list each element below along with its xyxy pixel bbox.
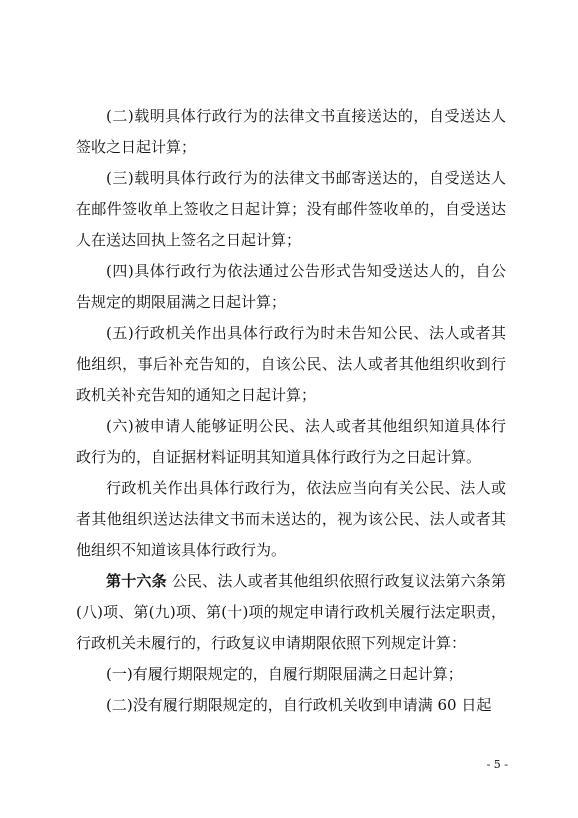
article-16-paragraph [76,566,506,659]
document-body [76,101,506,721]
article-16-item-1: (一)有履行期限规定的，自履行期限届满之日起计算； [106,665,463,683]
page-number: - 5 - [486,758,508,771]
paragraph-unserved-documents: 行政机关作出具体行政行为，依法应当向有关公民、法人或者其他组织送达法律文书而未送达的，视为该公民、法人或者其他组织不知道该具体行政行为。 [76,479,506,559]
paragraph-item-3: (三)载明具体行政行为的法律文书邮寄送达的，自受送达人在邮件签收单上签收之日起计算；没有邮件签收单的，自受送达人在送达回执上签名之日起计算； [76,169,506,249]
article-16-heading: 第十六条 [106,572,167,590]
paragraph-item-2: (二)载明具体行政行为的法律文书直接送达的，自受送达人签收之日起计算； [76,107,506,156]
paragraph-item-5: (五)行政机关作出具体行政行为时未告知公民、法人或者其他组织，事后补充告知的，自该公民、法人或者其他组织收到行政机关补充告知的通知之日起计算； [76,324,506,404]
article-16-item-2: (二)没有履行期限规定的，自行政机关收到申请满 60 日起 [106,696,492,714]
article-16-text: 公民、法人或者其他组织依照行政复议法第六条第(八)项、第(九)项、第(十)项的规定申请行政机关履行法定职责，行政机关未履行的，行政复议申请期限依照下列规定计算： [76,572,506,652]
paragraph-item-6: (六)被申请人能够证明公民、法人或者其他组织知道具体行政行为的，自证据材料证明其知道具体行政行为之日起计算。 [76,417,506,466]
paragraph-item-4: (四)具体行政行为依法通过公告形式告知受送达人的，自公告规定的期限届满之日起计算； [76,262,506,311]
